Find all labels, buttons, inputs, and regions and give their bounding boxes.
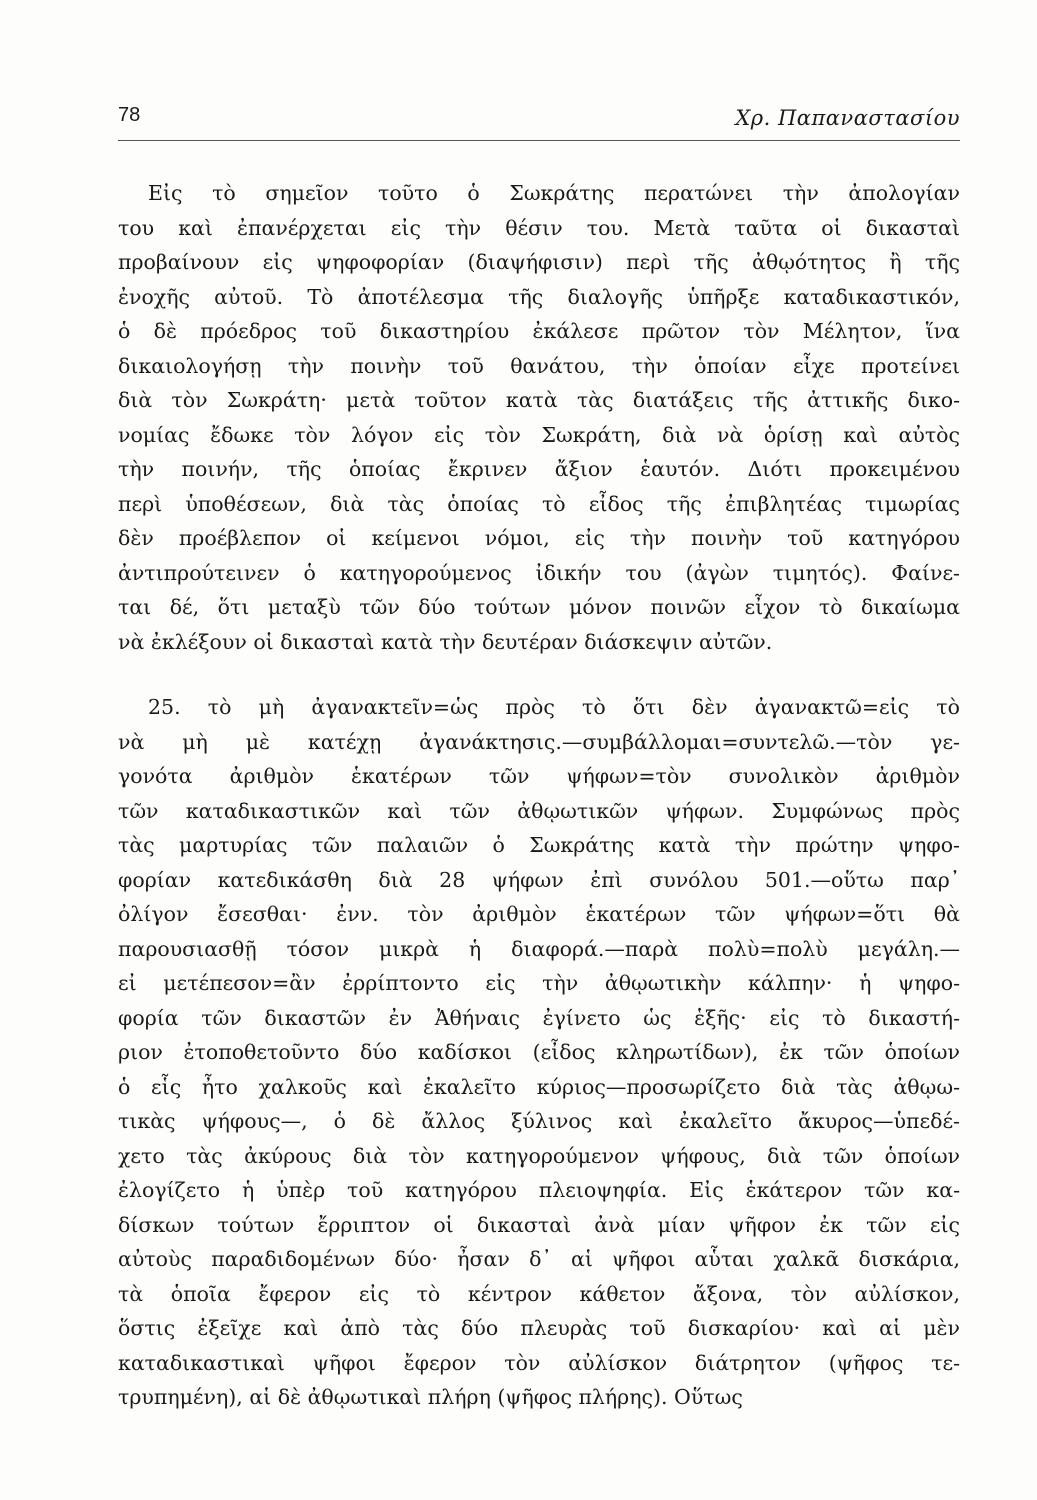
text-line: τικὰς ψήφους—, ὁ δὲ ἄλλος ξύλινος καὶ ἐκαλεῖτο ἄκυρος—ὑπεδέ- (118, 1109, 960, 1133)
text-line: ὁ δὲ πρόεδρος τοῦ δικαστηρίου ἐκάλεσε πρῶτον τὸν Μέλητον, ἵνα (118, 319, 960, 343)
text-line: δικαιολογήσῃ τὴν ποινὴν τοῦ θανάτου, τὴν ὁποίαν εἶχε προτείνει (118, 353, 960, 378)
text-line: καταδικαστικαὶ ψῆφοι ἔφερον τὸν αὐλίσκον διάτρητον (ψῆφος τε- (118, 1350, 960, 1375)
text-line: εἰ μετέπεσον=ἂν ἐρρίπτοντο εἰς τὴν ἀθῳωτικὴν κάλπην· ἡ ψηφο- (118, 971, 960, 995)
text-line: ὅστις ἐξεῖχε καὶ ἀπὸ τὰς δύο πλευρὰς τοῦ δισκαρίου· καὶ αἱ μὲν (118, 1316, 960, 1340)
text-line: τὴν ποινήν, τῆς ὁποίας ἔκρινεν ἄξιον ἑαυτόν. Διότι προκειμένου (118, 457, 960, 481)
text-line: 25. τὸ μὴ ἀγανακτεῖν=ὡς πρὸς τὸ ὅτι δὲν ἀγανακτῶ=εἰς τὸ (148, 695, 960, 719)
text-line: Εἰς τὸ σημεῖον τοῦτο ὁ Σωκράτης περατώνει τὴν ἀπολογίαν (148, 181, 960, 205)
text-line: νομίας ἔδωκε τὸν λόγον εἰς τὸν Σωκράτη, διὰ νὰ ὁρίσῃ καὶ αὐτὸς (118, 422, 960, 447)
text-line: ὁ εἷς ἦτο χαλκοῦς καὶ ἐκαλεῖτο κύριος—προσωρίζετο διὰ τὰς ἀθῳω- (118, 1074, 960, 1099)
text-line: ἀντιπρούτεινεν ὁ κατηγορούμενος ἰδικήν του (ἀγὼν τιμητός). Φαίνε- (118, 560, 960, 585)
text-line: διὰ τὸν Σωκράτη· μετὰ τοῦτον κατὰ τὰς διατάξεις τῆς ἀττικῆς δικο- (118, 388, 960, 412)
header-rule (118, 140, 960, 141)
page-number: 78 (118, 104, 141, 126)
text-line: χετο τὰς ἀκύρους διὰ τὸν κατηγορούμενον ψήφους, διὰ τῶν ὁποίων (118, 1143, 960, 1168)
text-line: τρυπημένη), αἱ δὲ ἀθῳωτικαὶ πλήρη (ψῆφος πλήρης). Οὕτως (118, 1385, 743, 1409)
text-line: νὰ μὴ μὲ κατέχῃ ἀγανάκτησις.—συμβάλλομαι=συντελῶ.—τὸν γε- (118, 729, 960, 754)
text-line: τὰ ὁποῖα ἔφερον εἰς τὸ κέντρον κάθετον ἄξονα, τὸν αὐλίσκον, (118, 1281, 960, 1306)
text-line: ὀλίγον ἔσεσθαι· ἐνν. τὸν ἀριθμὸν ἑκατέρων τῶν ψήφων=ὅτι θὰ (118, 902, 960, 926)
text-line: τῶν καταδικαστικῶν καὶ τῶν ἀθῳωτικῶν ψήφων. Συμφώνως πρὸς (118, 798, 960, 823)
text-line: ἐνοχῆς αὐτοῦ. Τὸ ἀποτέλεσμα τῆς διαλογῆς ὑπῆρξε καταδικαστικόν, (118, 284, 960, 309)
paragraph-commentary-intro (118, 176, 960, 659)
text-line: αὐτοὺς παραδιδομένων δύο· ἦσαν δ᾽ αἱ ψῆφοι αὗται χαλκᾶ δισκάρια, (118, 1247, 960, 1271)
text-line: γονότα ἀριθμὸν ἑκατέρων τῶν ψήφων=τὸν συνολικὸν ἀριθμὸν (118, 764, 960, 788)
text-line: προβαίνουν εἰς ψηφοφορίαν (διαψήφισιν) περὶ τῆς ἀθῳότητος ἢ τῆς (118, 250, 960, 274)
text-line: του καὶ ἐπανέρχεται εἰς τὴν θέσιν του. Μετὰ ταῦτα οἱ δικασταὶ (118, 215, 960, 240)
text-line: δίσκων τούτων ἔρριπτον οἱ δικασταὶ ἀνὰ μίαν ψῆφον ἐκ τῶν εἰς (118, 1212, 960, 1237)
running-head-author: Χρ. Παπαναστασίου (735, 106, 960, 130)
text-line: ται δέ, ὅτι μεταξὺ τῶν δύο τούτων μόνον ποινῶν εἶχον τὸ δικαίωμα (118, 595, 960, 619)
text-line: νὰ ἐκλέξουν οἱ δικασταὶ κατὰ τὴν δευτέραν διάσκεψιν αὐτῶν. (118, 629, 773, 654)
page-header (118, 104, 960, 144)
text-line: παρουσιασθῇ τόσον μικρὰ ἡ διαφορά.—παρὰ πολὺ=πολὺ μεγάλη.— (118, 936, 960, 961)
text-line: φορία τῶν δικαστῶν ἐν Ἀθήναις ἐγίνετο ὡς ἑξῆς· εἰς τὸ δικαστή- (118, 1005, 960, 1030)
text-line: τὰς μαρτυρίας τῶν παλαιῶν ὁ Σωκράτης κατὰ τὴν πρώτην ψηφο- (118, 833, 960, 857)
text-line: ριον ἐτοποθετοῦντο δύο καδίσκοι (εἶδος κληρωτίδων), ἐκ τῶν ὁποίων (118, 1040, 960, 1064)
text-line: περὶ ὑποθέσεων, διὰ τὰς ὁποίας τὸ εἶδος τῆς ἐπιβλητέας τιμωρίας (118, 491, 960, 516)
text-line: φορίαν κατεδικάσθη διὰ 28 ψήφων ἐπὶ συνόλου 501.—οὕτω παρ᾽ (118, 867, 960, 892)
text-line: δὲν προέβλεπον οἱ κείμενοι νόμοι, εἰς τὴν ποινὴν τοῦ κατηγόρου (118, 526, 960, 550)
text-line: ἐλογίζετο ἡ ὑπὲρ τοῦ κατηγόρου πλειοψηφία. Εἰς ἑκάτερον τῶν κα- (118, 1178, 960, 1202)
paragraph-note-25 (118, 690, 960, 1415)
